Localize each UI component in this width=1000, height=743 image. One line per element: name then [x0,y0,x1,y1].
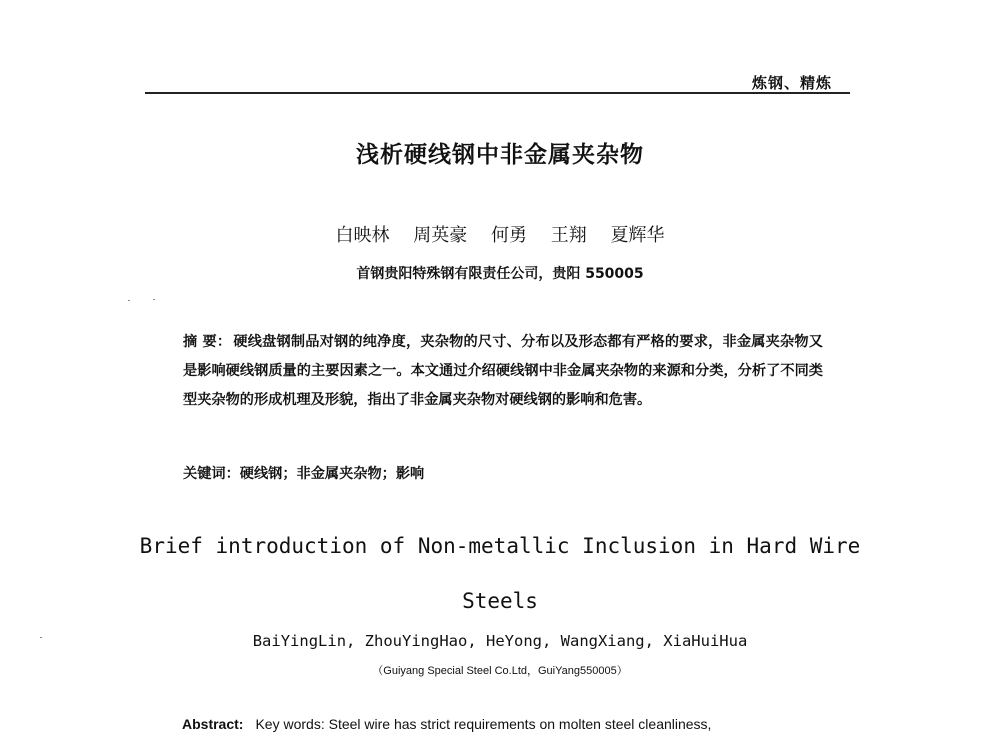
header-rule [145,92,850,94]
chinese-abstract-label: 摘 要： [183,334,232,350]
english-abstract-text: Key words: Steel wire has strict requirements on molten steel cleanliness, [255,716,712,732]
chinese-authors [0,221,1000,247]
author-name: 夏辉华 [610,225,665,246]
english-title-line2: Steels [462,589,538,613]
english-title-line1: Brief introduction of Non-metallic Inclusion in Hard Wire [139,534,861,558]
author-name: 何勇 [491,225,527,246]
english-authors: BaiYingLin, ZhouYingHao, HeYong, WangXiang, XiaHuiHua [252,632,748,650]
chinese-title: 浅析硬线钢中非金属夹杂物 [356,142,644,168]
author-name: 王翔 [550,225,587,246]
chinese-keywords-text: 硬线钢；非金属夹杂物；影响 [239,466,425,482]
scan-speck [40,637,42,638]
chinese-abstract [183,328,823,415]
english-affiliation: （Guiyang Special Steel Co.Ltd，GuiYang550005） [372,665,628,677]
author-name: 周英豪 [413,225,468,246]
english-abstract [182,716,842,732]
chinese-affiliation: 首钢贵阳特殊钢有限责任公司，贵阳 550005 [356,266,644,282]
english-abstract-label: Abstract: [182,716,244,732]
scan-speck [128,300,130,301]
scan-speck [153,299,155,300]
section-tag: 炼钢、精炼 [752,74,833,92]
author-name: 白映林 [335,225,390,246]
chinese-keywords-label: 关键词： [183,466,240,482]
chinese-keywords [183,463,823,483]
chinese-abstract-text: 硬线盘钢制品对钢的纯净度，夹杂物的尺寸、分布以及形态都有严格的要求，非金属夹杂物又是影响硬线钢质量的主要因素之一。本文通过介绍硬线钢中非金属夹杂物的来源和分类，分析了不同类型夹杂物的形成机理及形貌，指出了非金属夹杂物对硬线钢的影响和危害。 [183,334,823,408]
